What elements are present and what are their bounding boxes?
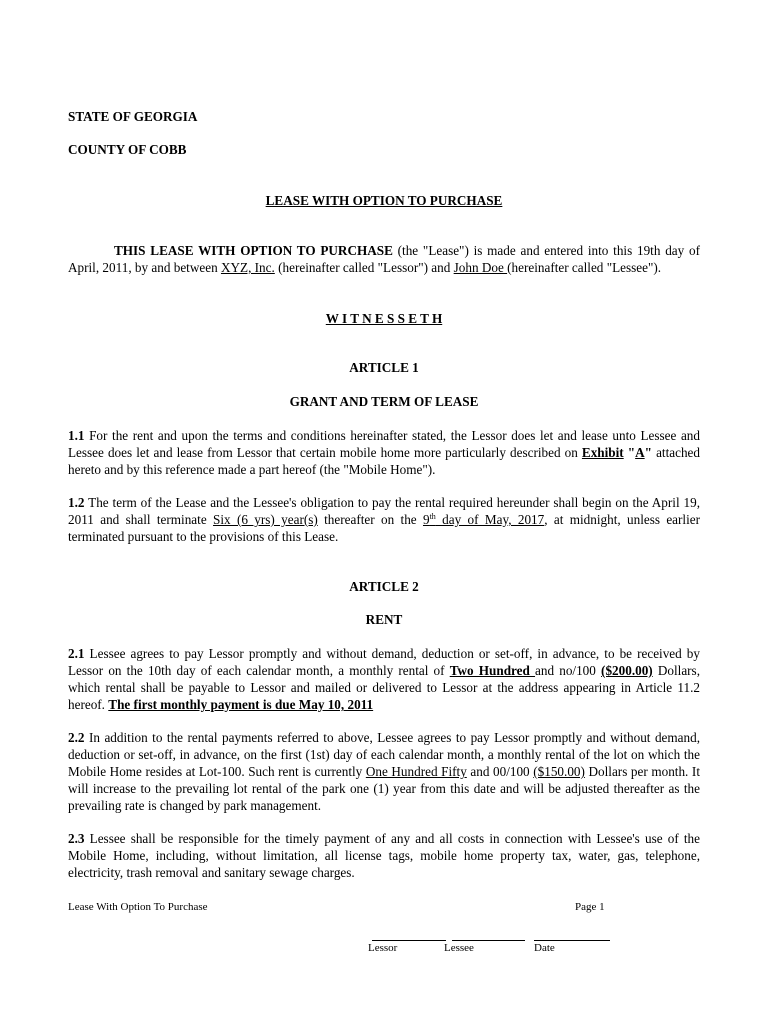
lot-rent-words: One Hundred Fifty (365, 764, 467, 779)
termination-month: day of May, 2017 (435, 512, 545, 527)
lessee-signature-label: Lessee (444, 942, 474, 954)
intro-paragraph (68, 242, 700, 276)
rent-amount: ($200.00) (601, 663, 653, 678)
intro-text-3: (hereinafter called "Lessee"). (507, 260, 662, 275)
date-signature-label: Date (534, 942, 555, 954)
paragraph-1-1-text-2: attached hereto and by this reference made a part hereof (the "Mobile Home"). (68, 445, 701, 477)
witnesseth-heading (0, 310, 768, 327)
termination-date (423, 512, 544, 527)
article-2-heading: ARTICLE 2 (349, 579, 419, 594)
state-heading: STATE OF GEORGIA (68, 109, 198, 124)
paragraph-2-2-text-2: and 00/100 (466, 764, 534, 779)
first-payment-note: The first monthly payment is due May 10, 2011 (108, 697, 374, 712)
exhibit-label: Exhibit (581, 445, 624, 460)
rent-amount-words: Two Hundred (449, 663, 536, 678)
paragraph-1-2 (68, 494, 700, 545)
intro-text-2: (hereinafter called "Lessor") and (274, 260, 454, 275)
date-signature-line (534, 940, 610, 941)
lease-term: Six (6 yrs) year(s) (213, 512, 318, 527)
intro-text-1: (the "Lease") is made and entered into this 19th day of April, 2011, by and between (68, 243, 700, 275)
paragraph-2-2 (68, 729, 700, 814)
witnesseth-text: W I T N E S S E T H (325, 311, 443, 326)
footer-page-number: Page 1 (575, 901, 605, 913)
paragraph-2-1-number: 2.1 (68, 646, 85, 661)
article-1-subheading: GRANT AND TERM OF LEASE (289, 394, 479, 409)
lessee-signature-line (452, 940, 525, 941)
paragraph-2-2-text-3: Dollars per month. It will increase to the prevailing lot rental of the park one (1) year from this date and will be adjusted thereafter as the prevailing rate is changed by park management. (68, 764, 700, 813)
paragraph-1-2-text-1: The term of the Lease and the Lessee's obligation to pay the rental required hereunder shall begin on the April 19, 2011 and shall terminate (68, 495, 700, 527)
paragraph-2-1-text-3: Dollars, which rental shall be payable to Lessor and mailed or delivered to Lessor at the address appearing in Article 11.2 hereof. (68, 663, 700, 712)
lot-rent-amount: ($150.00) (533, 764, 585, 779)
document-title-text: LEASE WITH OPTION TO PURCHASE (265, 193, 503, 208)
termination-day: 9 (422, 512, 430, 527)
exhibit-quote-close: " (644, 445, 652, 460)
paragraph-1-2-number: 1.2 (68, 495, 85, 510)
document-title (0, 192, 768, 209)
paragraph-1-1-text-1: For the rent and upon the terms and conditions hereinafter stated, the Lessor does let and lease unto Lessee and Lessee does let and lease from Lessor that certain mobile home more particularly described on (68, 428, 700, 460)
paragraph-1-2-text-3: , at midnight, unless earlier terminated pursuant to the provisions of this Lease. (68, 512, 701, 544)
termination-day-suffix: th (429, 512, 436, 521)
paragraph-2-2-number: 2.2 (68, 730, 85, 745)
article-2-subheading: RENT (365, 612, 403, 627)
paragraph-1-1-number: 1.1 (68, 428, 85, 443)
paragraph-2-3-text-1: Lessee shall be responsible for the timely payment of any and all costs in connection with Lessee's use of the Mobile Home, including, without limitation, all license tags, mobile home property tax, water, gas, telephone, electricity, trash removal and sanitary sewage charges. (68, 831, 700, 880)
paragraph-2-1 (68, 645, 700, 713)
paragraph-2-1-text-1: Lessee agrees to pay Lessor promptly and without demand, deduction or set-off, in advance, to be received by Lessor on the 10th day of each calendar month, a monthly rental of (68, 646, 700, 678)
lessor-name: XYZ, Inc. (220, 260, 275, 275)
article-1-heading: ARTICLE 1 (349, 360, 419, 375)
paragraph-2-2-text-1: In addition to the rental payments referred to above, Lessee agrees to pay Lessor promptly and without demand, deduction or set-off, in advance, on the first (1st) day of each calendar month, a monthly rental of the lot on which the Mobile Home resides at Lot-100. Such rent is currently (68, 730, 700, 779)
intro-lead: THIS LEASE WITH OPTION TO PURCHASE (114, 243, 393, 258)
exhibit-letter: A (635, 445, 645, 460)
paragraph-1-2-text-2: thereafter on the (317, 512, 423, 527)
paragraph-2-1-text-2: and no/100 (535, 663, 602, 678)
paragraph-2-3-number: 2.3 (68, 831, 85, 846)
county-heading: COUNTY OF COBB (68, 142, 187, 157)
footer-document-title: Lease With Option To Purchase (68, 901, 208, 913)
paragraph-2-3 (68, 830, 700, 881)
exhibit-quote-open: " (623, 445, 636, 460)
lessor-signature-label: Lessor (368, 942, 398, 954)
lessor-signature-line (372, 940, 446, 941)
paragraph-1-1 (68, 427, 700, 478)
lessee-name: John Doe (453, 260, 508, 275)
